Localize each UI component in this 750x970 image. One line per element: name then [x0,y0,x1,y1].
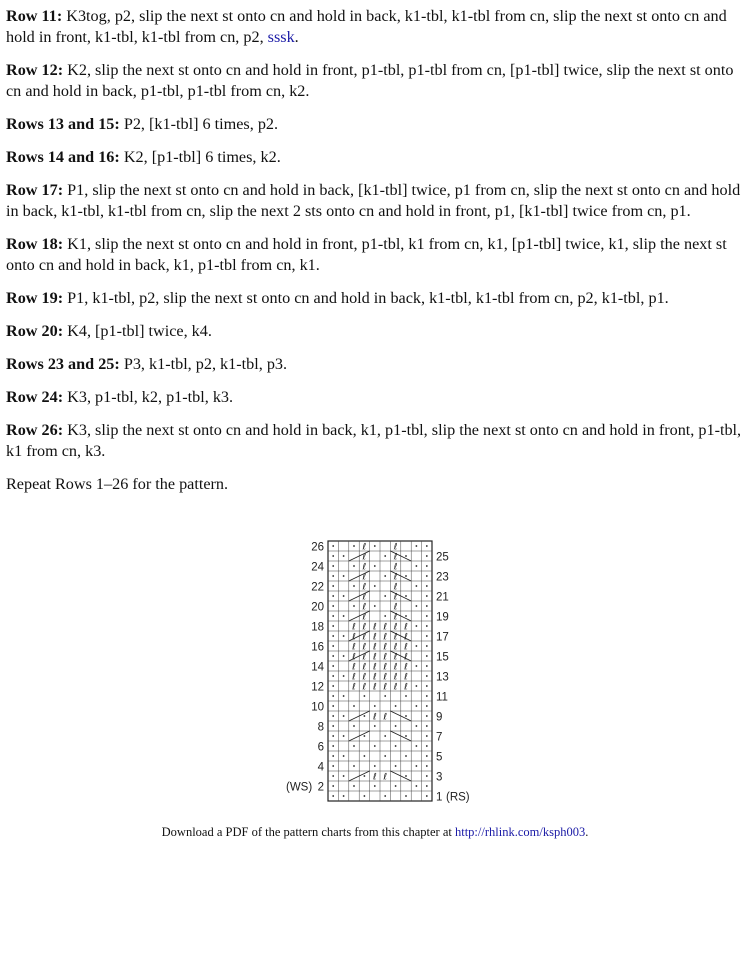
twisted-stitch-symbol: ℓ [352,652,356,663]
twisted-stitch-symbol: ℓ [393,662,398,673]
twisted-stitch-symbol: ℓ [362,662,367,673]
purl-dot [416,685,418,687]
row-label: Row 24: [6,388,64,406]
row-text-tail: . [294,28,299,46]
purl-dot [416,545,418,547]
purl-dot [416,645,418,647]
right-row-label: 13 [436,671,449,684]
purl-dot [364,735,366,737]
row-label: Rows 23 and 25: [6,355,120,373]
purl-dot [426,575,428,577]
right-row-label: 25 [436,551,449,564]
row-label: Row 26: [6,421,64,439]
purl-dot [343,715,345,717]
row-label: Row 17: [6,181,64,199]
purl-dot [426,705,428,707]
instruction-row-19 [6,288,744,309]
twisted-stitch-symbol: ℓ [404,652,408,663]
purl-dot [374,725,376,727]
purl-dot [343,595,345,597]
purl-dot [332,655,334,657]
purl-dot [405,735,407,737]
row-label: Row 20: [6,322,64,340]
left-row-label: 6 [317,741,324,754]
row-label: Row 11: [6,7,63,25]
purl-dot [395,705,397,707]
purl-dot [416,725,418,727]
twisted-stitch-symbol: ℓ [372,642,377,653]
purl-dot [416,585,418,587]
purl-dot [343,775,345,777]
purl-dot [426,655,428,657]
right-row-label: 11 [436,691,448,704]
purl-dot [416,705,418,707]
caption-text: Download a PDF of the pattern charts from this chapter at [161,825,455,839]
purl-dot [416,785,418,787]
twisted-stitch-symbol: ℓ [372,772,377,783]
left-row-label: 16 [311,641,324,654]
purl-dot [395,785,397,787]
right-row-label: 15 [436,651,449,664]
purl-dot [416,745,418,747]
purl-dot [426,785,428,787]
purl-dot [332,595,334,597]
row-text: P2, [k1-tbl] 6 times, p2. [123,115,279,133]
twisted-stitch-symbol: ℓ [393,622,398,633]
purl-dot [332,715,334,717]
instruction-row-12 [6,60,744,102]
purl-dot [332,625,334,627]
purl-dot [384,795,386,797]
purl-dot [364,715,366,717]
twisted-stitch-symbol: ℓ [372,652,377,663]
purl-dot [384,555,386,557]
twisted-stitch-symbol: ℓ [372,712,377,723]
purl-dot [343,755,345,757]
purl-dot [343,575,345,577]
caption-tail: . [585,825,589,839]
row-text: K4, [p1-tbl] twice, k4. [67,322,212,340]
twisted-stitch-symbol: ℓ [362,582,367,593]
left-row-label: 24 [311,561,324,574]
left-row-label: 14 [311,661,324,674]
purl-dot [332,635,334,637]
purl-dot [426,545,428,547]
purl-dot [332,745,334,747]
purl-dot [426,625,428,627]
twisted-stitch-symbol: ℓ [393,612,398,623]
purl-dot [405,775,407,777]
instruction-rows-23-25 [6,354,744,375]
purl-dot [332,775,334,777]
chart-graphic [282,537,472,815]
purl-dot [353,785,355,787]
instruction-row-18 [6,234,744,276]
twisted-stitch-symbol: ℓ [404,632,408,643]
row-label: Rows 13 and 15: [6,115,120,133]
left-row-label: 12 [311,681,324,694]
twisted-stitch-symbol: ℓ [352,642,356,653]
purl-dot [332,735,334,737]
purl-dot [374,605,376,607]
left-row-label: 18 [311,621,324,634]
twisted-stitch-symbol: ℓ [352,632,356,643]
twisted-stitch-symbol: ℓ [362,622,367,633]
purl-dot [353,705,355,707]
purl-dot [364,695,366,697]
purl-dot [384,575,386,577]
purl-dot [416,605,418,607]
sssk-link[interactable]: sssk [267,28,295,46]
twisted-stitch-symbol: ℓ [393,682,398,693]
purl-dot [343,695,345,697]
row-text: P3, k1-tbl, p2, k1-tbl, p3. [123,355,288,373]
purl-dot [426,765,428,767]
instruction-row-11 [6,6,744,48]
twisted-stitch-symbol: ℓ [372,632,377,643]
instruction-rows-13-15 [6,114,744,135]
row-text: K3, slip the next st onto cn and hold in back, k1, p1-tbl, slip the next st onto cn and hold in front, p1-tbl, k1 from cn, k3. [6,421,742,460]
purl-dot [353,585,355,587]
left-row-label: 4 [317,761,324,774]
right-row-label: 5 [436,751,443,764]
purl-dot [343,735,345,737]
left-row-label: 8 [317,721,324,734]
purl-dot [384,595,386,597]
purl-dot [332,605,334,607]
purl-dot [426,735,428,737]
twisted-stitch-symbol: ℓ [383,682,388,693]
instruction-row-20 [6,321,744,342]
purl-dot [353,745,355,747]
purl-dot [384,735,386,737]
twisted-stitch-symbol: ℓ [393,582,398,593]
ws-prefix-label: (WS) [286,781,313,794]
purl-dot [374,545,376,547]
purl-dot [405,555,407,557]
purl-dot [332,675,334,677]
purl-dot [332,725,334,727]
download-caption [0,825,750,840]
instruction-rows-14-16 [6,147,744,168]
twisted-stitch-symbol: ℓ [362,652,367,663]
purl-dot [353,605,355,607]
purl-dot [426,695,428,697]
purl-dot [384,695,386,697]
rs-suffix-label: (RS) [446,791,470,804]
purl-dot [426,725,428,727]
purl-dot [374,705,376,707]
purl-dot [426,715,428,717]
purl-dot [374,565,376,567]
purl-dot [426,685,428,687]
right-row-label: 17 [436,631,449,644]
purl-dot [332,665,334,667]
row-text: K2, slip the next st onto cn and hold in front, p1-tbl, p1-tbl from cn, [p1-tbl] twice, slip the next st onto cn and hold in back, p1-tbl, p1-tbl from cn, k2. [6,61,734,100]
chart-grid [328,541,432,801]
purl-dot [353,765,355,767]
knitting-chart [282,537,472,815]
row-label: Rows 14 and 16: [6,148,120,166]
purl-dot [332,585,334,587]
twisted-stitch-symbol: ℓ [404,662,408,673]
twisted-stitch-symbol: ℓ [393,632,398,643]
twisted-stitch-symbol: ℓ [393,542,398,553]
purl-dot [332,545,334,547]
purl-dot [426,675,428,677]
twisted-stitch-symbol: ℓ [352,662,356,673]
purl-dot [426,665,428,667]
left-row-label: 2 [317,781,324,794]
twisted-stitch-symbol: ℓ [372,662,377,673]
purl-dot [332,765,334,767]
purl-dot [426,595,428,597]
instruction-row-26 [6,420,744,462]
purl-dot [395,765,397,767]
twisted-stitch-symbol: ℓ [362,612,367,623]
purl-dot [332,705,334,707]
twisted-stitch-symbol: ℓ [352,622,356,633]
purl-dot [426,745,428,747]
left-row-label: 10 [311,701,324,714]
row-label: Row 12: [6,61,64,79]
row-text: K3tog, p2, slip the next st onto cn and hold in back, k1-tbl, k1-tbl from cn, slip the next st onto cn and hold in front, k1-tbl, k1-tbl from cn, p2, [6,7,727,46]
twisted-stitch-symbol: ℓ [383,622,388,633]
purl-dot [332,785,334,787]
twisted-stitch-symbol: ℓ [372,672,377,683]
twisted-stitch-symbol: ℓ [362,602,367,613]
purl-dot [405,795,407,797]
purl-dot [405,595,407,597]
purl-dot [374,785,376,787]
twisted-stitch-symbol: ℓ [404,622,408,633]
purl-dot [405,715,407,717]
twisted-stitch-symbol: ℓ [362,592,367,603]
purl-dot [395,745,397,747]
twisted-stitch-symbol: ℓ [393,642,398,653]
purl-dot [343,675,345,677]
pattern-instructions [6,6,744,507]
twisted-stitch-symbol: ℓ [393,652,398,663]
purl-dot [426,775,428,777]
twisted-stitch-symbol: ℓ [393,572,398,583]
twisted-stitch-symbol: ℓ [383,662,388,673]
purl-dot [332,615,334,617]
twisted-stitch-symbol: ℓ [372,622,377,633]
purl-dot [353,545,355,547]
purl-dot [332,755,334,757]
purl-dot [426,565,428,567]
purl-dot [374,765,376,767]
twisted-stitch-symbol: ℓ [362,552,367,563]
right-row-label: 21 [436,591,449,604]
purl-dot [343,655,345,657]
purl-dot [395,725,397,727]
row-text: K2, [p1-tbl] 6 times, k2. [123,148,281,166]
purl-dot [426,645,428,647]
right-row-label: 3 [436,771,443,784]
purl-dot [416,625,418,627]
row-text: K3, p1-tbl, k2, p1-tbl, k3. [67,388,234,406]
right-row-label: 7 [436,731,443,744]
left-row-label: 26 [311,541,324,554]
instruction-row-24 [6,387,744,408]
purl-dot [384,615,386,617]
row-label: Row 18: [6,235,64,253]
twisted-stitch-symbol: ℓ [372,682,377,693]
repeat-note: Repeat Rows 1–26 for the pattern. [6,475,229,493]
twisted-stitch-symbol: ℓ [352,672,356,683]
twisted-stitch-symbol: ℓ [362,642,367,653]
purl-dot [332,575,334,577]
left-row-label: 20 [311,601,324,614]
twisted-stitch-symbol: ℓ [383,672,388,683]
right-row-label: 23 [436,571,449,584]
purl-dot [332,645,334,647]
row-text: K1, slip the next st onto cn and hold in front, p1-tbl, k1 from cn, k1, [p1-tbl] twice, k1, slip the next st onto cn and hold in back, k1, p1-tbl from cn, k1. [6,235,727,274]
purl-dot [374,585,376,587]
twisted-stitch-symbol: ℓ [362,672,367,683]
right-row-label: 19 [436,611,449,624]
purl-dot [332,555,334,557]
twisted-stitch-symbol: ℓ [362,682,367,693]
purl-dot [343,635,345,637]
purl-dot [332,695,334,697]
twisted-stitch-symbol: ℓ [362,562,367,573]
twisted-stitch-symbol: ℓ [362,542,367,553]
row-text: P1, k1-tbl, p2, slip the next st onto cn and hold in back, k1-tbl, k1-tbl from cn, p2, k1-tbl, p1. [67,289,669,307]
twisted-stitch-symbol: ℓ [352,682,356,693]
purl-dot [416,765,418,767]
purl-dot [416,565,418,567]
instruction-row-17 [6,180,744,222]
purl-dot [426,635,428,637]
twisted-stitch-symbol: ℓ [383,642,388,653]
row-text: P1, slip the next st onto cn and hold in back, [k1-tbl] twice, p1 from cn, slip the next st onto cn and hold in back, k1-tbl, k1-tbl from cn, slip the next 2 sts onto cn and hold in front, p1, [k1-tbl] twice from cn, p1. [6,181,741,220]
purl-dot [426,605,428,607]
purl-dot [405,615,407,617]
row-label: Row 19: [6,289,64,307]
right-row-label: 9 [436,711,443,724]
purl-dot [343,795,345,797]
twisted-stitch-symbol: ℓ [362,632,367,643]
left-row-label: 22 [311,581,324,594]
purl-dot [374,745,376,747]
purl-dot [405,755,407,757]
twisted-stitch-symbol: ℓ [393,592,398,603]
twisted-stitch-symbol: ℓ [383,712,388,723]
purl-dot [364,775,366,777]
twisted-stitch-symbol: ℓ [393,562,398,573]
twisted-stitch-symbol: ℓ [404,672,408,683]
twisted-stitch-symbol: ℓ [393,552,398,563]
twisted-stitch-symbol: ℓ [383,632,388,643]
purl-dot [405,695,407,697]
purl-dot [343,555,345,557]
purl-dot [332,685,334,687]
twisted-stitch-symbol: ℓ [393,672,398,683]
purl-dot [416,665,418,667]
purl-dot [426,615,428,617]
purl-dot [426,795,428,797]
twisted-stitch-symbol: ℓ [404,682,408,693]
purl-dot [353,565,355,567]
twisted-stitch-symbol: ℓ [393,602,398,613]
purl-dot [343,615,345,617]
purl-dot [426,585,428,587]
purl-dot [353,725,355,727]
purl-dot [332,565,334,567]
twisted-stitch-symbol: ℓ [404,642,408,653]
purl-dot [332,795,334,797]
purl-dot [364,755,366,757]
download-link[interactable]: http://rhlink.com/ksph003 [454,825,586,839]
purl-dot [426,755,428,757]
purl-dot [426,555,428,557]
purl-dot [384,755,386,757]
twisted-stitch-symbol: ℓ [383,772,388,783]
twisted-stitch-symbol: ℓ [362,572,367,583]
twisted-stitch-symbol: ℓ [383,652,388,663]
purl-dot [364,795,366,797]
purl-dot [405,575,407,577]
right-row-label: 1 [436,791,443,804]
